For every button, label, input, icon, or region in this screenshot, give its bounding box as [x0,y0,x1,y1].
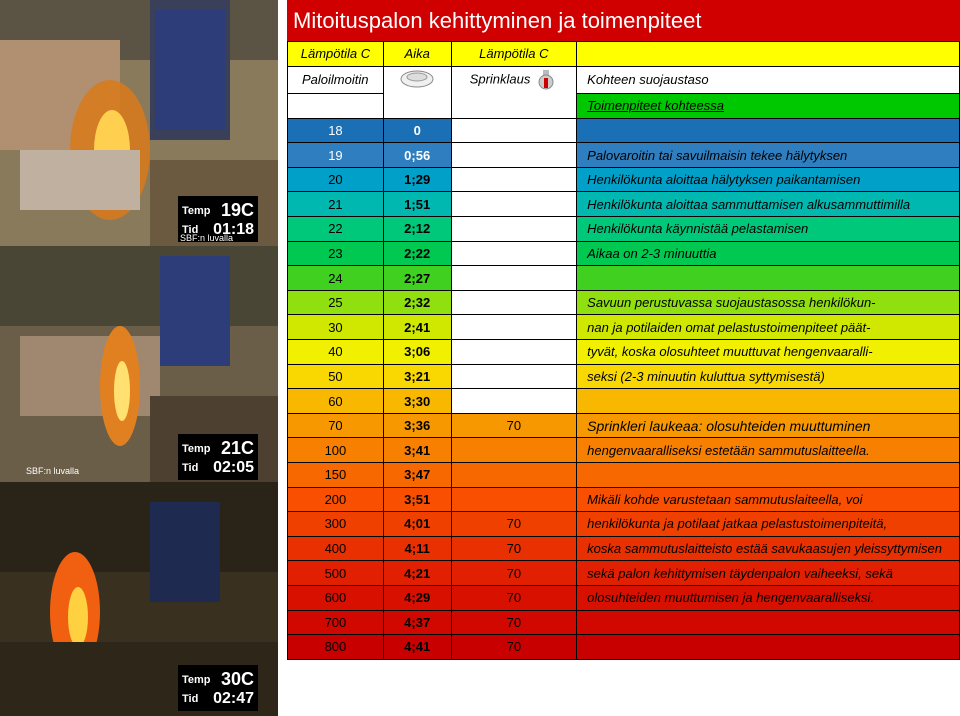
time-cell: 3;51 [383,487,451,512]
sprinkler-cell [451,364,577,389]
table-row [288,364,960,389]
action-text-cell: Palovaroitin tai savuilmaisin tekee hälytyksen [577,143,960,168]
time-cell: 4;11 [383,536,451,561]
table-row [288,487,960,512]
subheader-protection-label: Kohteen suojaustaso [587,72,709,88]
temp-cell: 19 [288,143,384,168]
action-text-cell: seksi (2-3 minuutin kuluttua syttymisestä) [577,364,960,389]
time-cell: 3;47 [383,463,451,488]
time-value: 02:05 [213,459,254,476]
fire-timeline-table [287,41,960,660]
subheader-blank [288,94,384,119]
time-value: 02:47 [213,690,254,707]
sprinkler-cell [451,290,577,315]
action-text-cell: nan ja potilaiden omat pelastustoimenpiteet päät- [577,315,960,340]
action-text-cell: Mikäli kohde varustetaan sammutuslaiteella, voi [577,487,960,512]
action-text-cell: Henkilökunta aloittaa hälytyksen paikantamisen [577,167,960,192]
sprinkler-cell [451,315,577,340]
page-title: Mitoituspalon kehittyminen ja toimenpiteet [287,0,960,41]
action-text-cell: Sprinkleri laukeaa: olosuhteiden muuttuminen [577,413,960,438]
fire-photo-2 [0,246,278,482]
table-row [288,463,960,488]
time-value: 01:18 [213,221,254,238]
table-row [288,192,960,217]
time-cell: 0;56 [383,143,451,168]
table-row [288,438,960,463]
temp-value: 30C [220,669,254,689]
temp-cell: 70 [288,413,384,438]
temp-label: Temp [182,673,211,686]
time-cell: 3;41 [383,438,451,463]
sprinkler-cell: 70 [451,561,577,586]
table-row [288,217,960,242]
temp-cell: 700 [288,610,384,635]
temp-cell: 21 [288,192,384,217]
temp-cell: 600 [288,585,384,610]
time-cell: 3;06 [383,340,451,365]
time-label: Tid [182,462,199,474]
action-text-cell: Savuun perustuvassa suojaustasossa henkilökun- [577,290,960,315]
smoke-detector-cell [383,66,451,94]
table-row [288,266,960,291]
temp-cell: 300 [288,512,384,537]
photo-credit: SBF:n luvalla [26,466,80,476]
subheader-detector [288,66,384,94]
action-text-cell [577,118,960,143]
time-cell: 2;12 [383,217,451,242]
action-text-cell [577,610,960,635]
time-cell: 2;27 [383,266,451,291]
sprinkler-cell: 70 [451,610,577,635]
subheader-blank [383,94,451,119]
header-time: Aika [383,42,451,67]
action-text-cell [577,389,960,414]
action-text-cell: hengenvaaralliseksi estetään sammutuslaitteella. [577,438,960,463]
time-label: Tid [182,224,199,236]
table-row [288,536,960,561]
table-row [288,389,960,414]
sprinkler-cell [451,438,577,463]
sprinkler-cell [451,118,577,143]
smoke-detector-icon [397,67,437,91]
fire-photo-1 [0,0,278,246]
temp-cell: 50 [288,364,384,389]
time-cell: 2;32 [383,290,451,315]
sprinkler-cell [451,217,577,242]
fire-photo-3 [0,482,278,716]
table-row [288,561,960,586]
header-empty [577,42,960,67]
subheader-sprinkler-label: Sprinklaus [469,71,531,87]
temp-value: 19C [220,200,254,220]
time-cell: 0 [383,118,451,143]
action-text-cell: henkilökunta ja potilaat jatkaa pelastustoimenpiteitä, [577,512,960,537]
sprinkler-cell [451,340,577,365]
table-row [288,143,960,168]
time-cell: 3;21 [383,364,451,389]
temp-label: Temp [182,204,211,217]
action-text-cell: Henkilökunta käynnistää pelastamisen [577,217,960,242]
temp-cell: 500 [288,561,384,586]
subheader-sprinkler [451,66,577,94]
temp-cell: 24 [288,266,384,291]
sprinkler-cell [451,167,577,192]
temp-time-readout-2 [178,434,258,480]
sprinkler-cell [451,143,577,168]
time-cell: 4;29 [383,585,451,610]
time-cell: 4;01 [383,512,451,537]
time-cell: 4;37 [383,610,451,635]
temp-label: Temp [182,442,211,455]
table-row [288,413,960,438]
temp-cell: 100 [288,438,384,463]
time-cell: 1;51 [383,192,451,217]
action-text-cell: koska sammutuslaitteisto estää savukaasujen yleissyttymisen [577,536,960,561]
table-row [288,241,960,266]
sprinkler-cell [451,241,577,266]
time-cell: 3;30 [383,389,451,414]
temp-value: 21C [220,438,254,458]
table-row [288,340,960,365]
action-text-cell: Aikaa on 2-3 minuuttia [577,241,960,266]
action-text-cell [577,463,960,488]
subheader-detector-label: Paloilmoitin [302,72,369,88]
table-row [288,290,960,315]
action-text-cell [577,266,960,291]
table-row [288,315,960,340]
sprinkler-cell: 70 [451,536,577,561]
table-row [288,167,960,192]
sprinkler-cell: 70 [451,413,577,438]
time-label: Tid [182,693,199,705]
sprinkler-cell: 70 [451,635,577,660]
subheader-protection [577,66,960,94]
time-cell: 2;22 [383,241,451,266]
action-text-cell: tyvät, koska olosuhteet muuttuvat hengenvaaralli- [577,340,960,365]
sprinkler-cell [451,389,577,414]
table-row [288,118,960,143]
temp-cell: 60 [288,389,384,414]
temp-cell: 22 [288,217,384,242]
action-text-cell: olosuhteiden muuttumisen ja hengenvaaralliseksi. [577,585,960,610]
temp-cell: 400 [288,536,384,561]
table-row [288,610,960,635]
subheader-blank [451,94,577,119]
time-cell: 3;36 [383,413,451,438]
temp-time-readout-3 [178,665,258,711]
sprinkler-head-icon [534,68,558,92]
time-cell: 4;21 [383,561,451,586]
temp-cell: 150 [288,463,384,488]
table-row [288,635,960,660]
temp-cell: 20 [288,167,384,192]
time-cell: 4;41 [383,635,451,660]
subheader-actions-label: Toimenpiteet kohteessa [587,98,724,114]
photo-credit: SBF:n luvalla [180,233,234,243]
subheader-actions [577,94,960,119]
table-row [288,585,960,610]
sprinkler-cell: 70 [451,512,577,537]
temp-cell: 40 [288,340,384,365]
temp-cell: 23 [288,241,384,266]
sprinkler-cell [451,266,577,291]
sprinkler-cell [451,487,577,512]
temp-cell: 800 [288,635,384,660]
sprinkler-cell [451,192,577,217]
time-cell: 1;29 [383,167,451,192]
sprinkler-cell [451,463,577,488]
temp-cell: 200 [288,487,384,512]
action-text-cell: Henkilökunta aloittaa sammuttamisen alkusammuttimilla [577,192,960,217]
header-temp-sprinkler: Lämpötila C [451,42,577,67]
temp-cell: 25 [288,290,384,315]
sprinkler-cell: 70 [451,585,577,610]
action-text-cell [577,635,960,660]
table-row [288,512,960,537]
temp-cell: 18 [288,118,384,143]
action-text-cell: sekä palon kehittymisen täydenpalon vaiheeksi, sekä [577,561,960,586]
temp-cell: 30 [288,315,384,340]
fire-photo-column [0,0,278,716]
time-cell: 2;41 [383,315,451,340]
header-temp-detector: Lämpötila C [288,42,384,67]
